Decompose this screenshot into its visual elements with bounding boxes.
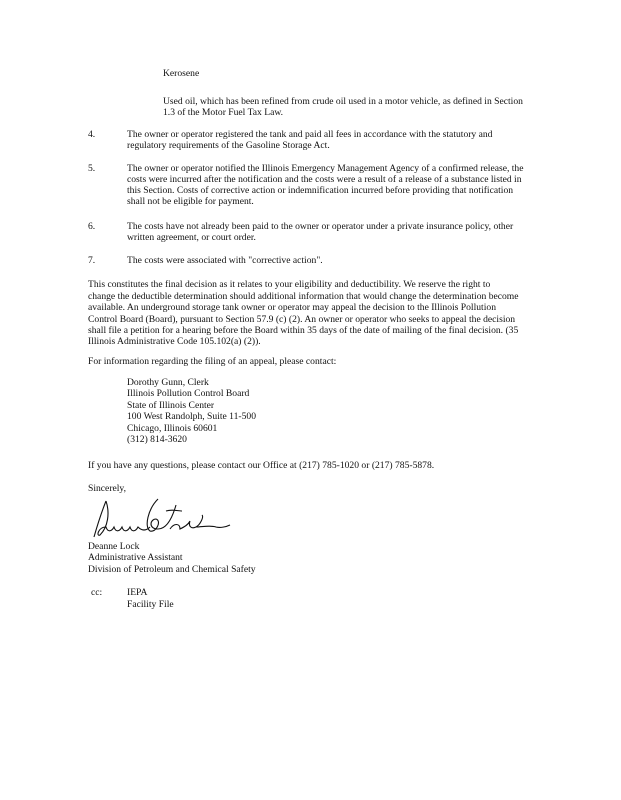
closing: Sincerely, (88, 483, 127, 494)
item-number: 5. (88, 163, 96, 174)
contact-line: Illinois Pollution Control Board (127, 388, 250, 399)
decision-line: Illinois Administrative Code 105.102(a) (2)). (88, 336, 261, 347)
contact-line: (312) 814-3620 (127, 434, 187, 445)
contact-line: Dorothy Gunn, Clerk (127, 377, 209, 388)
decision-line: shall file a petition for a hearing before the Board within 35 days of the date of mailing of the final decision. (35 (88, 325, 519, 336)
item-line: costs were incurred after the notification and the costs were a result of a release of a substance listed in (127, 174, 522, 185)
item-line: written agreement, or court order. (127, 232, 256, 243)
fuel-kerosene: Kerosene (163, 68, 200, 79)
signer-line: Division of Petroleum and Chemical Safety (88, 564, 256, 575)
fuel-used-oil-line: Used oil, which has been refined from crude oil used in a motor vehicle, as defined in Section (163, 96, 523, 107)
item-line: this Section. Costs of corrective action or indemnification incurred before providing that notification (127, 185, 514, 196)
item-line: shall not be eligible for payment. (127, 196, 254, 207)
cc-label: cc: (91, 587, 103, 598)
item-number: 7. (88, 255, 96, 266)
contact-line: Chicago, Illinois 60601 (127, 423, 218, 434)
item-line: The owner or operator notified the Illinois Emergency Management Agency of a confirmed release, the (127, 163, 524, 174)
contact-line: 100 West Randolph, Suite 11-500 (127, 411, 257, 422)
fuel-used-oil-line: 1.3 of the Motor Fuel Tax Law. (163, 107, 284, 118)
item-number: 4. (88, 129, 96, 140)
item-line: The owner or operator registered the tank and paid all fees in accordance with the statutory and (127, 129, 493, 140)
signer-line: Administrative Assistant (88, 552, 183, 563)
item-number: 6. (88, 221, 96, 232)
appeal-intro: For information regarding the filing of an appeal, please contact: (88, 356, 337, 367)
signer-line: Deanne Lock (88, 541, 140, 552)
cc-recipient: IEPA (127, 587, 148, 598)
questions-line: If you have any questions, please contact our Office at (217) 785-1020 or (217) 785-5878. (88, 460, 435, 471)
decision-line: Control Board (Board), pursuant to Section 57.9 (c) (2). An owner or operator who seeks to appeal the decision (88, 314, 516, 325)
decision-line: change the deductible determination should additional information that would change the determination become (88, 291, 519, 302)
cc-recipient: Facility File (127, 599, 174, 610)
contact-line: State of Illinois Center (127, 400, 215, 411)
item-line: The costs have not already been paid to the owner or operator under a private insurance policy, other (127, 221, 514, 232)
item-line: The costs were associated with "corrective action". (127, 255, 323, 266)
decision-line: available. An underground storage tank owner or operator may appeal the decision to the Illinois Pollution (88, 302, 496, 313)
item-line: regulatory requirements of the Gasoline Storage Act. (127, 140, 330, 151)
decision-line: This constitutes the final decision as it relates to your eligibility and deductibility. We reserve the right to (88, 279, 491, 290)
handwritten-signature (92, 497, 232, 539)
